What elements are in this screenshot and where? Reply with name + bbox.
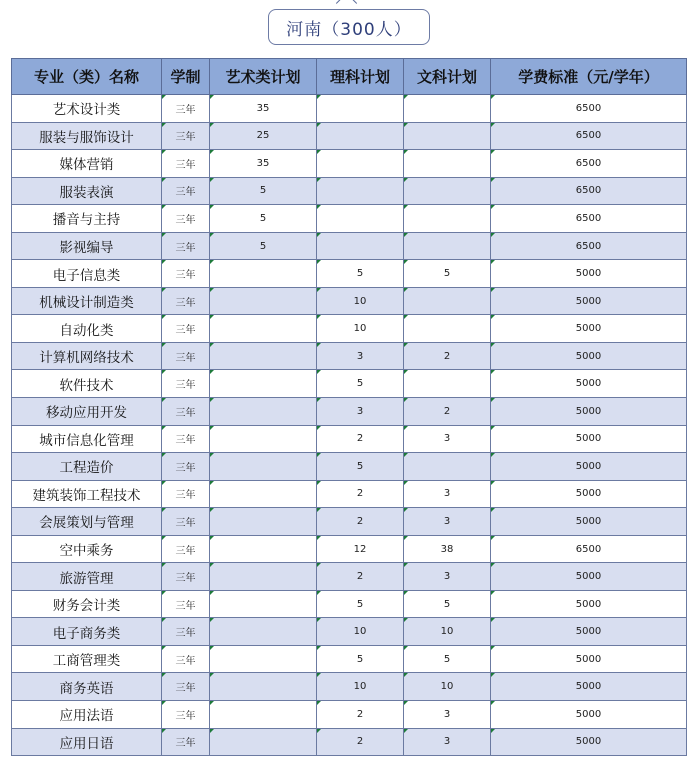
art-plan-cell (210, 425, 317, 453)
science-plan-cell (317, 205, 404, 233)
major-name-cell: 移动应用开发 (12, 398, 162, 426)
duration-cell: 三年 (162, 673, 210, 701)
science-plan-cell (317, 95, 404, 123)
duration-cell: 三年 (162, 398, 210, 426)
science-plan-cell: 2 (317, 425, 404, 453)
art-plan-cell (210, 701, 317, 729)
art-plan-cell (210, 645, 317, 673)
table-row (12, 508, 687, 536)
science-plan-cell: 2 (317, 563, 404, 591)
table-row (12, 618, 687, 646)
science-plan-cell: 10 (317, 287, 404, 315)
science-plan-cell: 5 (317, 260, 404, 288)
art-plan-cell: 5 (210, 232, 317, 260)
art-plan-cell (210, 287, 317, 315)
table-row (12, 342, 687, 370)
major-name-cell: 服装表演 (12, 177, 162, 205)
art-plan-cell (210, 398, 317, 426)
table-header-row (12, 59, 687, 95)
major-name-cell: 播音与主持 (12, 205, 162, 233)
tuition-cell: 5000 (491, 370, 687, 398)
major-name-cell: 工商管理类 (12, 645, 162, 673)
duration-cell: 三年 (162, 508, 210, 536)
duration-cell: 三年 (162, 425, 210, 453)
tuition-cell: 6500 (491, 95, 687, 123)
liberal-plan-cell: 38 (404, 535, 491, 563)
art-plan-cell (210, 370, 317, 398)
art-plan-cell (210, 453, 317, 481)
duration-cell: 三年 (162, 205, 210, 233)
header-duration: 学制 (162, 59, 210, 95)
major-name-cell: 计算机网络技术 (12, 342, 162, 370)
duration-cell: 三年 (162, 287, 210, 315)
science-plan-cell: 2 (317, 480, 404, 508)
science-plan-cell: 10 (317, 315, 404, 343)
art-plan-cell (210, 535, 317, 563)
duration-cell: 三年 (162, 728, 210, 756)
tuition-cell: 6500 (491, 122, 687, 150)
table-row (12, 453, 687, 481)
liberal-plan-cell: 3 (404, 508, 491, 536)
duration-cell: 三年 (162, 563, 210, 591)
table-row (12, 122, 687, 150)
art-plan-cell (210, 315, 317, 343)
table-row (12, 398, 687, 426)
tuition-cell: 6500 (491, 535, 687, 563)
table-row (12, 315, 687, 343)
duration-cell: 三年 (162, 590, 210, 618)
liberal-plan-cell (404, 150, 491, 178)
art-plan-cell: 25 (210, 122, 317, 150)
tuition-cell: 5000 (491, 315, 687, 343)
duration-cell: 三年 (162, 480, 210, 508)
liberal-plan-cell: 10 (404, 618, 491, 646)
header-science-plan: 理科计划 (317, 59, 404, 95)
table-row (12, 535, 687, 563)
liberal-plan-cell (404, 95, 491, 123)
duration-cell: 三年 (162, 232, 210, 260)
tuition-cell: 5000 (491, 673, 687, 701)
duration-cell: 三年 (162, 260, 210, 288)
science-plan-cell: 2 (317, 728, 404, 756)
table-row (12, 95, 687, 123)
science-plan-cell: 3 (317, 342, 404, 370)
tuition-cell: 5000 (491, 453, 687, 481)
art-plan-cell (210, 342, 317, 370)
science-plan-cell: 2 (317, 701, 404, 729)
liberal-plan-cell: 3 (404, 728, 491, 756)
duration-cell: 三年 (162, 645, 210, 673)
tuition-cell: 5000 (491, 618, 687, 646)
duration-cell: 三年 (162, 453, 210, 481)
table-row (12, 590, 687, 618)
major-name-cell: 会展策划与管理 (12, 508, 162, 536)
art-plan-cell: 35 (210, 150, 317, 178)
duration-cell: 三年 (162, 370, 210, 398)
science-plan-cell (317, 150, 404, 178)
art-plan-cell (210, 618, 317, 646)
page-title: 河南（300人） (268, 9, 430, 45)
liberal-plan-cell (404, 177, 491, 205)
science-plan-cell: 5 (317, 453, 404, 481)
liberal-plan-cell: 3 (404, 480, 491, 508)
liberal-plan-cell: 3 (404, 701, 491, 729)
tuition-cell: 5000 (491, 260, 687, 288)
major-name-cell: 财务会计类 (12, 590, 162, 618)
tuition-cell: 6500 (491, 150, 687, 178)
table-row (12, 673, 687, 701)
major-name-cell: 服装与服饰设计 (12, 122, 162, 150)
duration-cell: 三年 (162, 701, 210, 729)
title-area (0, 0, 697, 58)
art-plan-cell (210, 480, 317, 508)
art-plan-cell (210, 260, 317, 288)
art-plan-cell: 5 (210, 177, 317, 205)
science-plan-cell: 10 (317, 673, 404, 701)
enrollment-table (11, 58, 687, 756)
tuition-cell: 6500 (491, 205, 687, 233)
table-row (12, 728, 687, 756)
tuition-cell: 5000 (491, 590, 687, 618)
science-plan-cell (317, 232, 404, 260)
table-row (12, 287, 687, 315)
science-plan-cell: 3 (317, 398, 404, 426)
table-row (12, 260, 687, 288)
science-plan-cell: 12 (317, 535, 404, 563)
major-name-cell: 自动化类 (12, 315, 162, 343)
tuition-cell: 6500 (491, 177, 687, 205)
liberal-plan-cell (404, 315, 491, 343)
liberal-plan-cell (404, 122, 491, 150)
tuition-cell: 5000 (491, 425, 687, 453)
header-tuition: 学费标准（元/学年） (491, 59, 687, 95)
major-name-cell: 应用日语 (12, 728, 162, 756)
art-plan-cell (210, 673, 317, 701)
liberal-plan-cell: 5 (404, 590, 491, 618)
liberal-plan-cell (404, 370, 491, 398)
liberal-plan-cell (404, 287, 491, 315)
liberal-plan-cell: 5 (404, 645, 491, 673)
duration-cell: 三年 (162, 535, 210, 563)
duration-cell: 三年 (162, 342, 210, 370)
liberal-plan-cell: 3 (404, 425, 491, 453)
table-row (12, 425, 687, 453)
major-name-cell: 城市信息化管理 (12, 425, 162, 453)
table-row (12, 150, 687, 178)
tuition-cell: 5000 (491, 508, 687, 536)
art-plan-cell: 35 (210, 95, 317, 123)
table-row (12, 563, 687, 591)
art-plan-cell (210, 728, 317, 756)
science-plan-cell: 5 (317, 590, 404, 618)
art-plan-cell (210, 590, 317, 618)
tuition-cell: 5000 (491, 563, 687, 591)
table-row (12, 701, 687, 729)
tuition-cell: 5000 (491, 480, 687, 508)
header-major: 专业（类）名称 (12, 59, 162, 95)
science-plan-cell: 2 (317, 508, 404, 536)
table-row (12, 645, 687, 673)
major-name-cell: 工程造价 (12, 453, 162, 481)
table-row (12, 177, 687, 205)
liberal-plan-cell: 5 (404, 260, 491, 288)
liberal-plan-cell: 3 (404, 563, 491, 591)
duration-cell: 三年 (162, 315, 210, 343)
major-name-cell: 商务英语 (12, 673, 162, 701)
science-plan-cell: 10 (317, 618, 404, 646)
major-name-cell: 电子商务类 (12, 618, 162, 646)
liberal-plan-cell: 2 (404, 342, 491, 370)
duration-cell: 三年 (162, 618, 210, 646)
tuition-cell: 5000 (491, 342, 687, 370)
science-plan-cell (317, 122, 404, 150)
liberal-plan-cell (404, 232, 491, 260)
table-row (12, 370, 687, 398)
tuition-cell: 6500 (491, 232, 687, 260)
liberal-plan-cell (404, 205, 491, 233)
tuition-cell: 5000 (491, 287, 687, 315)
science-plan-cell: 5 (317, 645, 404, 673)
table-row (12, 232, 687, 260)
art-plan-cell (210, 563, 317, 591)
art-plan-cell (210, 508, 317, 536)
tuition-cell: 5000 (491, 398, 687, 426)
major-name-cell: 媒体营销 (12, 150, 162, 178)
table-row (12, 480, 687, 508)
duration-cell: 三年 (162, 122, 210, 150)
major-name-cell: 空中乘务 (12, 535, 162, 563)
duration-cell: 三年 (162, 177, 210, 205)
major-name-cell: 电子信息类 (12, 260, 162, 288)
liberal-plan-cell: 10 (404, 673, 491, 701)
science-plan-cell (317, 177, 404, 205)
header-liberal-plan: 文科计划 (404, 59, 491, 95)
tuition-cell: 5000 (491, 701, 687, 729)
liberal-plan-cell: 2 (404, 398, 491, 426)
major-name-cell: 应用法语 (12, 701, 162, 729)
major-name-cell: 艺术设计类 (12, 95, 162, 123)
tuition-cell: 5000 (491, 645, 687, 673)
major-name-cell: 软件技术 (12, 370, 162, 398)
major-name-cell: 影视编导 (12, 232, 162, 260)
table-row (12, 205, 687, 233)
science-plan-cell: 5 (317, 370, 404, 398)
header-art-plan: 艺术类计划 (210, 59, 317, 95)
major-name-cell: 机械设计制造类 (12, 287, 162, 315)
liberal-plan-cell (404, 453, 491, 481)
art-plan-cell: 5 (210, 205, 317, 233)
major-name-cell: 建筑装饰工程技术 (12, 480, 162, 508)
major-name-cell: 旅游管理 (12, 563, 162, 591)
duration-cell: 三年 (162, 150, 210, 178)
duration-cell: 三年 (162, 95, 210, 123)
tuition-cell: 5000 (491, 728, 687, 756)
